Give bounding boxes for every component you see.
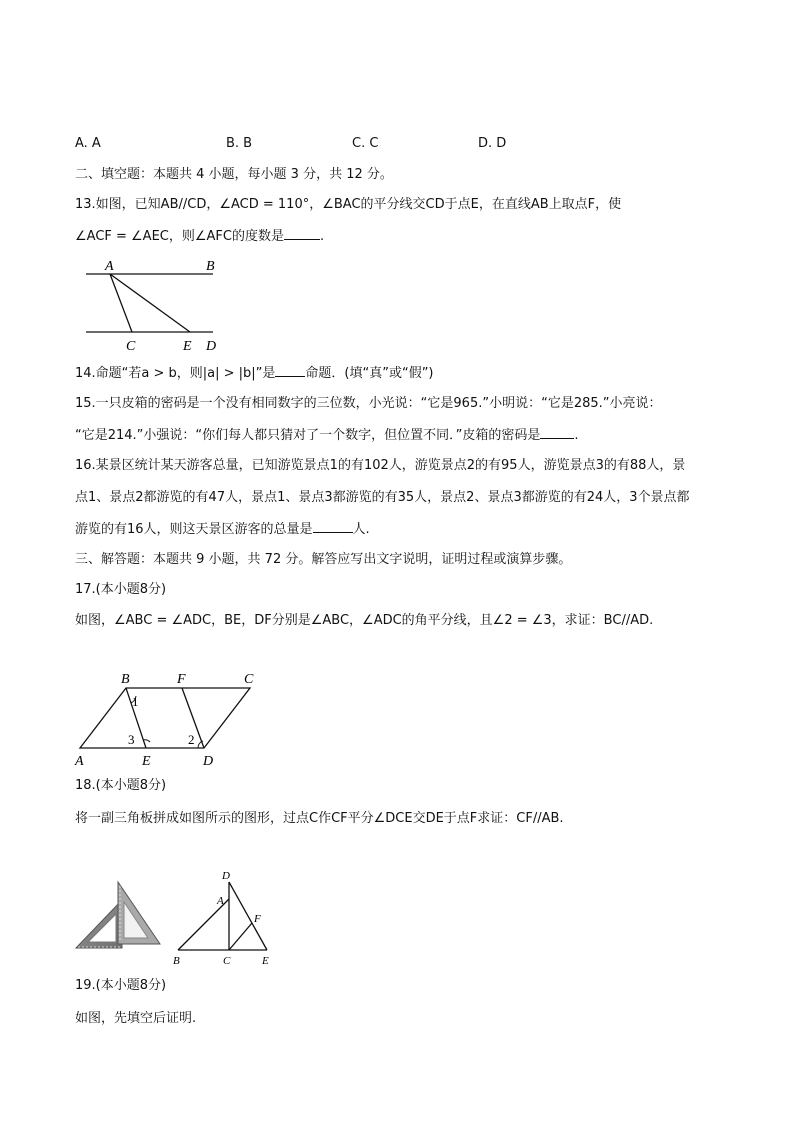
q16-line1: 16.某景区统计某天游客总量，已知游览景点1的有102人，游览景点2的有95人，游览景点3的有88人，景 [75, 458, 686, 473]
q13-label-d: D [206, 339, 217, 354]
q17-label-e: E [142, 754, 151, 769]
q16-line3-text: 游览的有16人，则这天景区游客的总量是 [75, 522, 313, 537]
q17-title: 17.(本小题8分) [75, 582, 167, 597]
q17-figure [70, 668, 270, 770]
q17-angle-3: 3 [128, 732, 135, 747]
q13-line2 [75, 227, 324, 246]
option-b: B. B [226, 136, 253, 151]
q18-label-e: E [262, 955, 269, 967]
q16-line3-end: 人. [352, 522, 370, 537]
q18-label-a: A [217, 895, 224, 907]
q17-angle-2: 2 [188, 732, 195, 747]
section2-heading: 二、填空题：本题共 4 小题，每小题 3 分，共 12 分。 [75, 167, 393, 182]
q18-label-c: C [223, 955, 231, 967]
option-c: C. C [352, 136, 379, 151]
q13-line2-end: . [319, 229, 325, 244]
q18-title: 18.(本小题8分) [75, 778, 167, 793]
q15-line2-end: . [574, 428, 579, 443]
q13-line1: 13.如图，已知AB//CD，∠ACD = 110°，∠BAC的平分线交CD于点E，在直线AB上取点F，使 [75, 197, 622, 212]
option-d: D. D [478, 136, 507, 151]
q13-answer-blank [284, 227, 320, 240]
q18-label-b: B [173, 955, 180, 967]
q14-text: 14.命题“若a > b，则|a| > |b|”是 [75, 366, 276, 381]
q15-line1: 15.一只皮箱的密码是一个没有相同数字的三位数，小光说：“它是965.”小明说：“它是285.”小亮说： [75, 396, 662, 411]
q14-line [75, 364, 434, 383]
q15-line2-text: “它是214.”小强说：“你们每人都只猜对了一个数字，但位置不同．”皮箱的密码是 [75, 428, 541, 443]
set-squares-photo [72, 878, 164, 952]
option-a: A. A [75, 136, 101, 151]
q17-text: 如图，∠ABC = ∠ADC，BE，DF分别是∠ABC，∠ADC的角平分线，且∠2 = ∠3，求证：BC//AD. [75, 613, 654, 628]
q18-text: 将一副三角板拼成如图所示的图形，过点C作CF平分∠DCE交DE于点F求证：CF//AB. [75, 811, 564, 826]
q18-figure [170, 866, 280, 972]
q13-line2-text: ∠ACF = ∠AEC，则∠AFC的度数是 [75, 229, 284, 244]
q17-label-c: C [244, 672, 254, 687]
q17-label-b: B [121, 672, 130, 687]
q13-label-b: B [206, 259, 215, 274]
q13-label-c: C [126, 339, 136, 354]
q19-title: 19.(本小题8分) [75, 978, 167, 993]
q18-label-f: F [254, 913, 261, 925]
q13-figure [78, 254, 228, 356]
q18-label-d: D [222, 870, 230, 882]
q13-label-e: E [183, 339, 192, 354]
q16-answer-blank [313, 520, 353, 533]
q13-label-a: A [105, 259, 114, 274]
q14-answer-blank [275, 364, 305, 377]
q17-label-f: F [177, 672, 186, 687]
q16-line2: 点1、景点2都游览的有47人，景点1、景点3都游览的有35人，景点2、景点3都游览的有24人，3个景点都 [75, 490, 690, 505]
section3-heading: 三、解答题：本题共 9 小题，共 72 分。解答应写出文字说明，证明过程或演算步骤。 [75, 552, 572, 567]
q17-angle-1: 1 [132, 694, 139, 709]
q17-label-d: D [203, 754, 214, 769]
q15-line2 [75, 426, 579, 445]
q17-label-a: A [75, 754, 84, 769]
q19-text: 如图，先填空后证明. [75, 1011, 197, 1026]
q14-text-end: 命题．(填“真”或“假”) [305, 366, 434, 381]
q15-answer-blank [540, 426, 574, 439]
q16-line3 [75, 520, 370, 539]
